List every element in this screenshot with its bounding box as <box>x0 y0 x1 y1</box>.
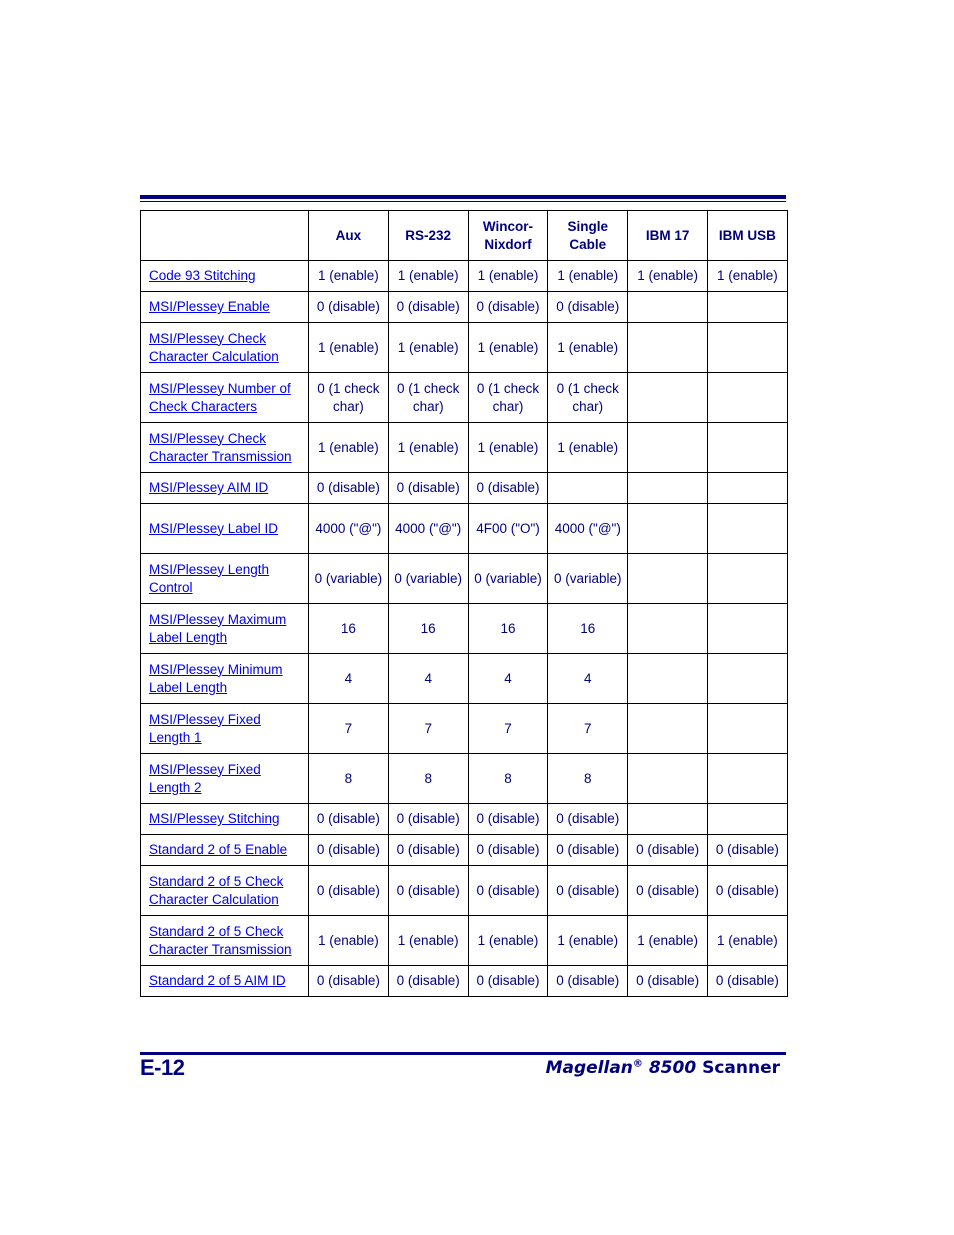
footer-rule <box>140 1052 786 1055</box>
model-number: 8500 <box>648 1058 697 1078</box>
value-cell: 1 (enable) <box>309 261 389 292</box>
value-cell <box>628 704 708 754</box>
value-cell: 1 (enable) <box>468 423 548 473</box>
value-cell <box>628 423 708 473</box>
footer-product-title <box>546 1058 780 1078</box>
header-cell: Single Cable <box>548 211 628 261</box>
value-cell: 8 <box>309 754 389 804</box>
value-cell <box>707 604 787 654</box>
value-cell: 8 <box>548 754 628 804</box>
value-cell: 7 <box>468 704 548 754</box>
value-cell: 8 <box>388 754 468 804</box>
value-cell: 0 (disable) <box>388 866 468 916</box>
value-cell <box>707 373 787 423</box>
value-cell: 4000 ("@") <box>388 504 468 554</box>
value-cell: 0 (disable) <box>388 804 468 835</box>
value-cell: 4F00 ("O") <box>468 504 548 554</box>
value-cell: 0 (disable) <box>707 966 787 997</box>
value-cell <box>628 804 708 835</box>
parameter-cell <box>141 835 309 866</box>
value-cell: 1 (enable) <box>388 323 468 373</box>
value-cell: 0 (variable) <box>548 554 628 604</box>
table-row <box>141 473 788 504</box>
value-cell <box>628 604 708 654</box>
table-row <box>141 916 788 966</box>
parameter-cell <box>141 866 309 916</box>
table-row <box>141 654 788 704</box>
parameter-cell <box>141 504 309 554</box>
value-cell: 16 <box>468 604 548 654</box>
value-cell: 1 (enable) <box>628 916 708 966</box>
value-cell: 0 (disable) <box>548 835 628 866</box>
value-cell: 1 (enable) <box>468 323 548 373</box>
parameter-cell <box>141 754 309 804</box>
parameter-link[interactable]: MSI/Plessey Number of Check Characters <box>149 380 291 414</box>
value-cell: 0 (disable) <box>309 804 389 835</box>
value-cell: 1 (enable) <box>707 261 787 292</box>
value-cell: 0 (disable) <box>309 966 389 997</box>
parameter-cell <box>141 966 309 997</box>
table-row <box>141 835 788 866</box>
table-body <box>141 261 788 997</box>
value-cell: 0 (disable) <box>468 835 548 866</box>
value-cell: 0 (1 check char) <box>548 373 628 423</box>
value-cell: 0 (disable) <box>468 966 548 997</box>
product-suffix: Scanner <box>702 1058 780 1078</box>
parameter-link[interactable]: Code 93 Stitching <box>149 268 256 283</box>
parameter-link[interactable]: MSI/Plessey Fixed Length 2 <box>149 761 261 795</box>
value-cell: 1 (enable) <box>309 323 389 373</box>
parameter-link[interactable]: MSI/Plessey Label ID <box>149 520 279 536</box>
value-cell <box>707 292 787 323</box>
table-row <box>141 604 788 654</box>
table-row <box>141 261 788 292</box>
parameter-link[interactable]: MSI/Plessey Maximum Label Length <box>149 611 287 645</box>
parameter-defaults-table <box>140 210 788 997</box>
value-cell: 4 <box>548 654 628 704</box>
value-cell: 1 (enable) <box>388 916 468 966</box>
value-cell: 7 <box>388 704 468 754</box>
value-cell: 0 (disable) <box>468 292 548 323</box>
registered-mark: ® <box>632 1058 643 1070</box>
value-cell: 0 (disable) <box>548 966 628 997</box>
header-cell: IBM USB <box>707 211 787 261</box>
parameter-cell <box>141 292 309 323</box>
parameter-link[interactable]: MSI/Plessey Stitching <box>149 811 280 826</box>
parameter-link[interactable]: MSI/Plessey Check Character Calculation <box>149 330 279 364</box>
value-cell <box>707 473 787 504</box>
parameter-cell <box>141 704 309 754</box>
value-cell: 1 (enable) <box>628 261 708 292</box>
parameter-link[interactable]: Standard 2 of 5 Enable <box>149 842 288 857</box>
parameter-cell <box>141 804 309 835</box>
parameter-cell <box>141 916 309 966</box>
value-cell: 0 (disable) <box>468 804 548 835</box>
value-cell <box>628 754 708 804</box>
value-cell <box>548 473 628 504</box>
header-cell: IBM 17 <box>628 211 708 261</box>
parameter-link[interactable]: MSI/Plessey Minimum Label Length <box>149 661 283 695</box>
table-row <box>141 966 788 997</box>
value-cell <box>628 323 708 373</box>
value-cell <box>628 292 708 323</box>
value-cell: 1 (enable) <box>468 261 548 292</box>
value-cell: 1 (enable) <box>548 916 628 966</box>
value-cell: 8 <box>468 754 548 804</box>
value-cell: 0 (disable) <box>548 866 628 916</box>
value-cell: 7 <box>309 704 389 754</box>
table-row <box>141 504 788 554</box>
header-cell-empty <box>141 211 309 261</box>
value-cell: 0 (disable) <box>388 292 468 323</box>
table-row <box>141 804 788 835</box>
value-cell <box>628 654 708 704</box>
header-cell: Aux <box>309 211 389 261</box>
value-cell: 1 (enable) <box>548 261 628 292</box>
value-cell <box>707 323 787 373</box>
parameter-cell <box>141 423 309 473</box>
value-cell: 0 (1 check char) <box>468 373 548 423</box>
value-cell: 0 (disable) <box>468 473 548 504</box>
value-cell <box>628 473 708 504</box>
table-row <box>141 704 788 754</box>
header-cell: RS-232 <box>388 211 468 261</box>
value-cell: 0 (disable) <box>628 866 708 916</box>
value-cell: 4 <box>468 654 548 704</box>
value-cell: 0 (disable) <box>707 866 787 916</box>
table-row <box>141 292 788 323</box>
parameter-cell <box>141 604 309 654</box>
value-cell: 0 (1 check char) <box>388 373 468 423</box>
table-row <box>141 423 788 473</box>
value-cell: 7 <box>548 704 628 754</box>
value-cell: 0 (disable) <box>309 866 389 916</box>
value-cell: 0 (disable) <box>468 866 548 916</box>
value-cell: 0 (variable) <box>388 554 468 604</box>
table-row <box>141 323 788 373</box>
value-cell: 0 (disable) <box>388 473 468 504</box>
value-cell: 16 <box>388 604 468 654</box>
header-cell: Wincor- Nixdorf <box>468 211 548 261</box>
table-header-row <box>141 211 788 261</box>
parameter-link[interactable]: MSI/Plessey Check Character Transmission <box>149 430 292 464</box>
value-cell: 1 (enable) <box>548 423 628 473</box>
value-cell <box>628 554 708 604</box>
value-cell <box>628 373 708 423</box>
product-name: Magellan <box>545 1058 633 1078</box>
value-cell: 0 (disable) <box>548 804 628 835</box>
value-cell: 4000 ("@") <box>309 504 389 554</box>
value-cell: 1 (enable) <box>388 423 468 473</box>
parameter-link[interactable]: MSI/Plessey AIM ID <box>149 480 269 495</box>
value-cell <box>707 804 787 835</box>
value-cell: 0 (disable) <box>309 292 389 323</box>
parameter-cell <box>141 554 309 604</box>
parameter-cell <box>141 654 309 704</box>
value-cell <box>707 423 787 473</box>
value-cell: 1 (enable) <box>388 261 468 292</box>
value-cell: 0 (disable) <box>309 473 389 504</box>
value-cell: 0 (disable) <box>628 966 708 997</box>
header-rule <box>140 195 786 202</box>
parameter-cell <box>141 373 309 423</box>
value-cell: 4 <box>388 654 468 704</box>
value-cell: 0 (disable) <box>548 292 628 323</box>
parameter-link[interactable]: MSI/Plessey Length Control <box>149 561 270 595</box>
value-cell: 1 (enable) <box>548 323 628 373</box>
value-cell: 0 (disable) <box>388 966 468 997</box>
value-cell: 0 (1 check char) <box>309 373 389 423</box>
parameter-link[interactable]: MSI/Plessey Enable <box>149 299 270 314</box>
parameter-cell <box>141 473 309 504</box>
value-cell <box>707 554 787 604</box>
value-cell: 1 (enable) <box>468 916 548 966</box>
value-cell: 4 <box>309 654 389 704</box>
value-cell: 16 <box>548 604 628 654</box>
table-row <box>141 373 788 423</box>
parameter-link[interactable]: Standard 2 of 5 Check Character Transmission <box>149 923 292 957</box>
value-cell: 0 (disable) <box>628 835 708 866</box>
page-number: E-12 <box>140 1055 185 1080</box>
value-cell <box>628 504 708 554</box>
parameter-link[interactable]: Standard 2 of 5 Check Character Calculation <box>149 873 284 907</box>
parameter-cell <box>141 323 309 373</box>
value-cell: 16 <box>309 604 389 654</box>
value-cell: 1 (enable) <box>309 423 389 473</box>
value-cell <box>707 754 787 804</box>
value-cell <box>707 654 787 704</box>
parameter-cell <box>141 261 309 292</box>
value-cell: 1 (enable) <box>309 916 389 966</box>
value-cell: 0 (disable) <box>309 835 389 866</box>
value-cell: 0 (disable) <box>388 835 468 866</box>
table-row <box>141 554 788 604</box>
table-row <box>141 866 788 916</box>
value-cell: 0 (variable) <box>309 554 389 604</box>
table-row <box>141 754 788 804</box>
parameter-link[interactable]: MSI/Plessey Fixed Length 1 <box>149 711 261 745</box>
parameter-link[interactable]: Standard 2 of 5 AIM ID <box>149 973 286 988</box>
value-cell <box>707 704 787 754</box>
value-cell: 1 (enable) <box>707 916 787 966</box>
value-cell <box>707 504 787 554</box>
value-cell: 0 (variable) <box>468 554 548 604</box>
value-cell: 4000 ("@") <box>548 504 628 554</box>
value-cell: 0 (disable) <box>707 835 787 866</box>
